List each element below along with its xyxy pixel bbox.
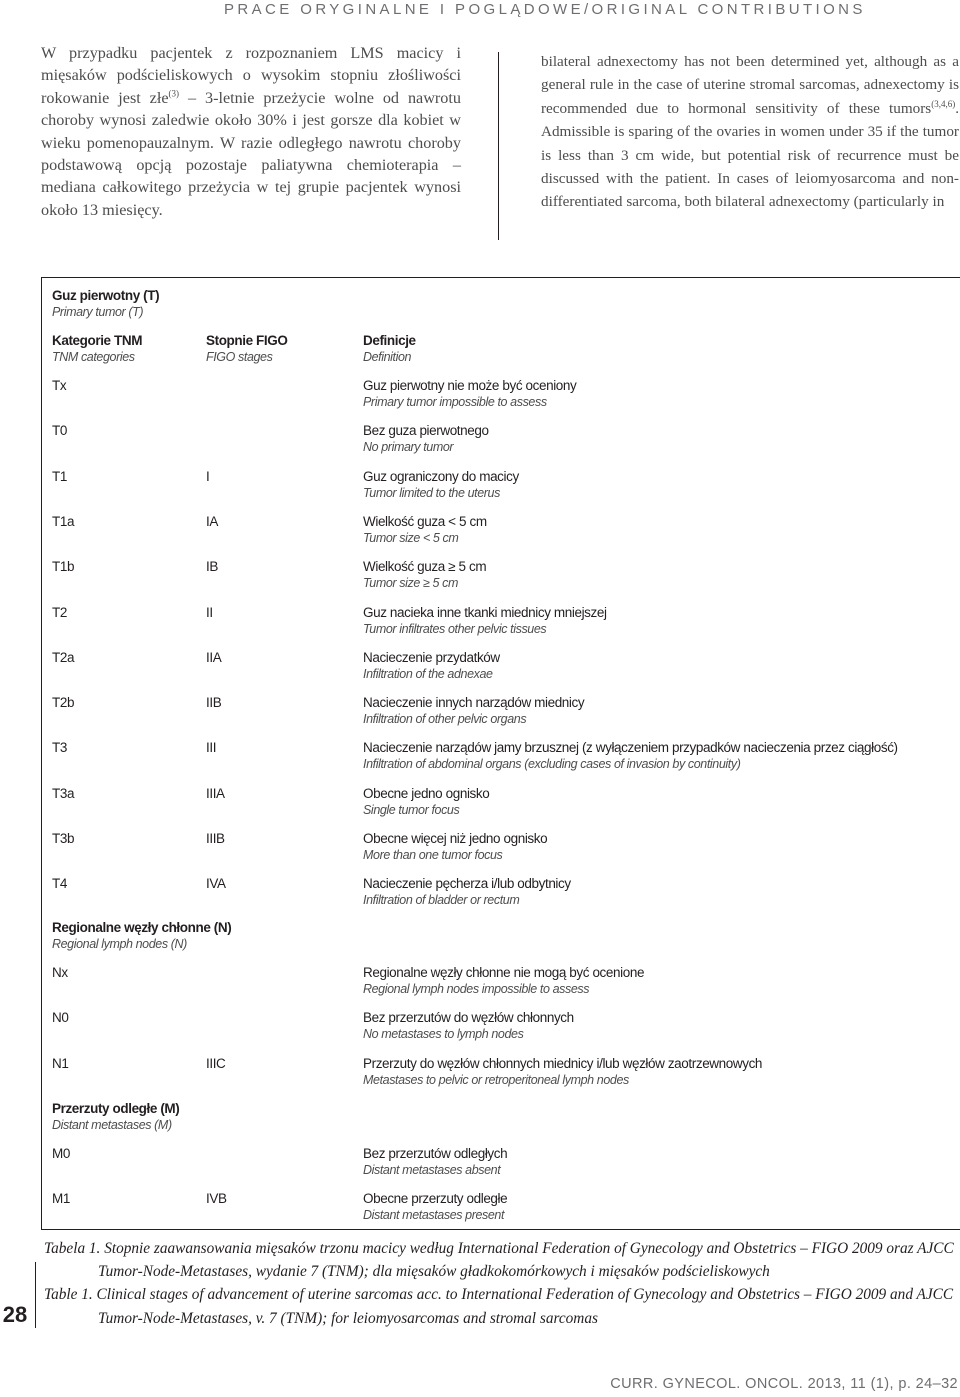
definition-en: Distant metastases present [363,1208,505,1223]
definition-pl: Wielkość guza < 5 cm [363,513,487,529]
definition-pl: Obecne więcej niż jedno ognisko [363,831,548,846]
definition-pl: Nacieczenie innych narządów miednicy [363,695,585,711]
definition-en: Infiltration of the adnexae [363,666,493,681]
tnm-category: T2b [52,695,75,711]
staging-table [41,277,960,1230]
journal-citation-footer: CURR. GYNECOL. ONCOL. 2013, 11 (1), p. 24–32 [610,1376,958,1392]
definition-pl: Wielkość guza ≥ 5 cm [363,559,487,575]
definition-pl: Obecne jedno ognisko [363,785,490,801]
definition-en: Infiltration of other pelvic organs [363,712,527,727]
tnm-category: Nx [52,965,68,980]
figo-stage: IVA [206,876,226,892]
tnm-category: T0 [52,423,67,439]
definition-en: Single tumor focus [363,802,460,817]
tnm-category: N1 [52,1055,69,1071]
definition-pl: Guz nacieka inne tkanki miednicy mniejszej [363,604,607,620]
left-ref-1: (3) [168,88,180,99]
section-title: Regionalne węzły chłonne (N) [52,920,232,935]
figo-stage: IVB [206,1191,227,1207]
tnm-category: Tx [52,378,67,393]
definition-en: Tumor infiltrates other pelvic tissues [363,621,547,636]
figo-stage: IIIC [206,1055,226,1071]
caption-polish: Tabela 1. Stopnie zaawansowania mięsaków trzonu macicy według International Federation of Gynecology and Obstetrics – FIGO 2009 oraz AJCC Tumor-Node-Metastases, wydanie 7 (TNM); dla mięsaków gładkokomórkowych i mięsaków podścieliskowych [44,1240,954,1281]
header-figo-en: FIGO stages [206,350,273,364]
tnm-category: T4 [52,876,67,892]
tnm-category: T1a [52,513,75,529]
definition-en: No primary tumor [363,440,454,455]
tnm-category: T3a [52,785,75,801]
tnm-category: M0 [52,1146,70,1161]
definition-pl: Regionalne węzły chłonne nie mogą być ocenione [363,965,645,980]
section-title: Guz pierwotny (T) [52,288,160,303]
definition-pl: Bez przerzutów odległych [363,1146,508,1161]
tnm-category: N0 [52,1010,69,1026]
definition-en: Regional lymph nodes impossible to assess [363,982,590,996]
definition-en: Infiltration of abdominal organs (excluding cases of invasion by continuity) [363,757,741,772]
right-ref-1: (3,4,6) [931,98,956,109]
tnm-category: T3 [52,740,67,756]
definition-pl: Nacieczenie narządów jamy brzusznej (z wyłączeniem przypadków nacieczenia przez ciągłość) [363,740,898,756]
section-title: Przerzuty odległe (M) [52,1101,180,1116]
column-divider [498,52,499,240]
definition-pl: Bez guza pierwotnego [363,423,489,439]
figo-stage: II [206,604,213,620]
header-definition: Definicje [363,333,416,348]
section-title-en: Primary tumor (T) [52,305,144,319]
figo-stage: IB [206,559,218,575]
definition-en: No metastases to lymph nodes [363,1027,524,1042]
definition-en: Primary tumor impossible to assess [363,395,547,409]
figo-stage: IIA [206,649,222,665]
body-text-english [541,50,959,214]
definition-pl: Nacieczenie pęcherza i/lub odbytnicy [363,876,571,892]
journal-section-header: PRACE ORYGINALNE I POGLĄDOWE/ORIGINAL CONTRIBUTIONS [224,1,866,18]
section-title-en: Distant metastases (M) [52,1118,172,1132]
definition-en: Tumor size < 5 cm [363,530,459,545]
definition-en: More than one tumor focus [363,848,503,862]
definition-en: Infiltration of bladder or rectum [363,893,520,908]
figo-stage: IIB [206,695,222,711]
header-definition-en: Definition [363,350,412,364]
figo-stage: IA [206,513,218,529]
right-text-1: bilateral adnexectomy has not been determined yet, although as a general rule in the case of uterine stromal sarcomas, adnexectomy is recommended due to hormonal sensitivity of these tumors [541,53,959,117]
definition-pl: Guz pierwotny nie może być oceniony [363,378,577,393]
definition-en: Distant metastases absent [363,1163,501,1177]
figo-stage: I [206,468,210,484]
right-text-2: . Admissible is sparing of the ovaries in women under 35 if the tumor is less than 3 cm wide, but potential risk of recurrence must be discussed with the patient. In cases of leiomyosarcoma and non-differentiated sarcoma, both bilateral adnexectomy (particularly in [541,99,959,211]
page-number: 28 [2,1302,28,1327]
tnm-category: M1 [52,1191,70,1207]
definition-pl: Obecne przerzuty odległe [363,1191,508,1207]
definition-pl: Przerzuty do węzłów chłonnych miednicy i/lub węzłów zaotrzewnowych [363,1055,763,1071]
definition-pl: Nacieczenie przydatków [363,649,500,665]
tnm-category: T2 [52,604,67,620]
figo-stage: III [206,740,217,756]
figo-stage: IIIB [206,831,225,846]
tnm-category: T2a [52,649,75,665]
caption-english: Table 1. Clinical stages of advancement of uterine sarcomas acc. to International Federation of Gynecology and Obstetrics – FIGO 2009 and AJCC Tumor-Node-Metastases, v. 7 (TNM); for leiomyosarcomas and stromal sarcomas [44,1286,954,1327]
figo-stage: IIIA [206,785,225,801]
definition-en: Tumor limited to the uterus [363,485,500,500]
body-text-polish [41,42,461,221]
header-tnm: Kategorie TNM [52,333,143,348]
definition-en: Tumor size ≥ 5 cm [363,576,458,591]
definition-pl: Bez przerzutów do węzłów chłonnych [363,1010,574,1026]
page-number-rule [35,1262,36,1328]
table-caption [44,1237,960,1330]
tnm-category: T1 [52,468,67,484]
section-title-en: Regional lymph nodes (N) [52,937,187,951]
header-tnm-en: TNM categories [52,350,135,364]
tnm-category: T3b [52,831,75,846]
tnm-category: T1b [52,559,75,575]
header-figo: Stopnie FIGO [206,333,288,348]
definition-pl: Guz ograniczony do macicy [363,468,519,484]
left-text-2: – 3-letnie przeżycie wolne od nawrotu choroby wynosi zaledwie około 30% i jest gorsze dla kobiet w wieku pomenopauzalnym. W razie odległego nawrotu choroby podstawową opcją pozostaje paliatywna chemioterapia – mediana całkowitego przeżycia w tej grupie pacjentek wynosi około 13 miesięcy. [41,88,461,219]
definition-en: Metastases to pelvic or retroperitoneal lymph nodes [363,1072,629,1087]
left-text-1: W przypadku pacjentek z rozpoznaniem LMS macicy i mięsaków podścieliskowych o wysokim stopniu złośliwości rokowanie jest złe [41,44,461,107]
